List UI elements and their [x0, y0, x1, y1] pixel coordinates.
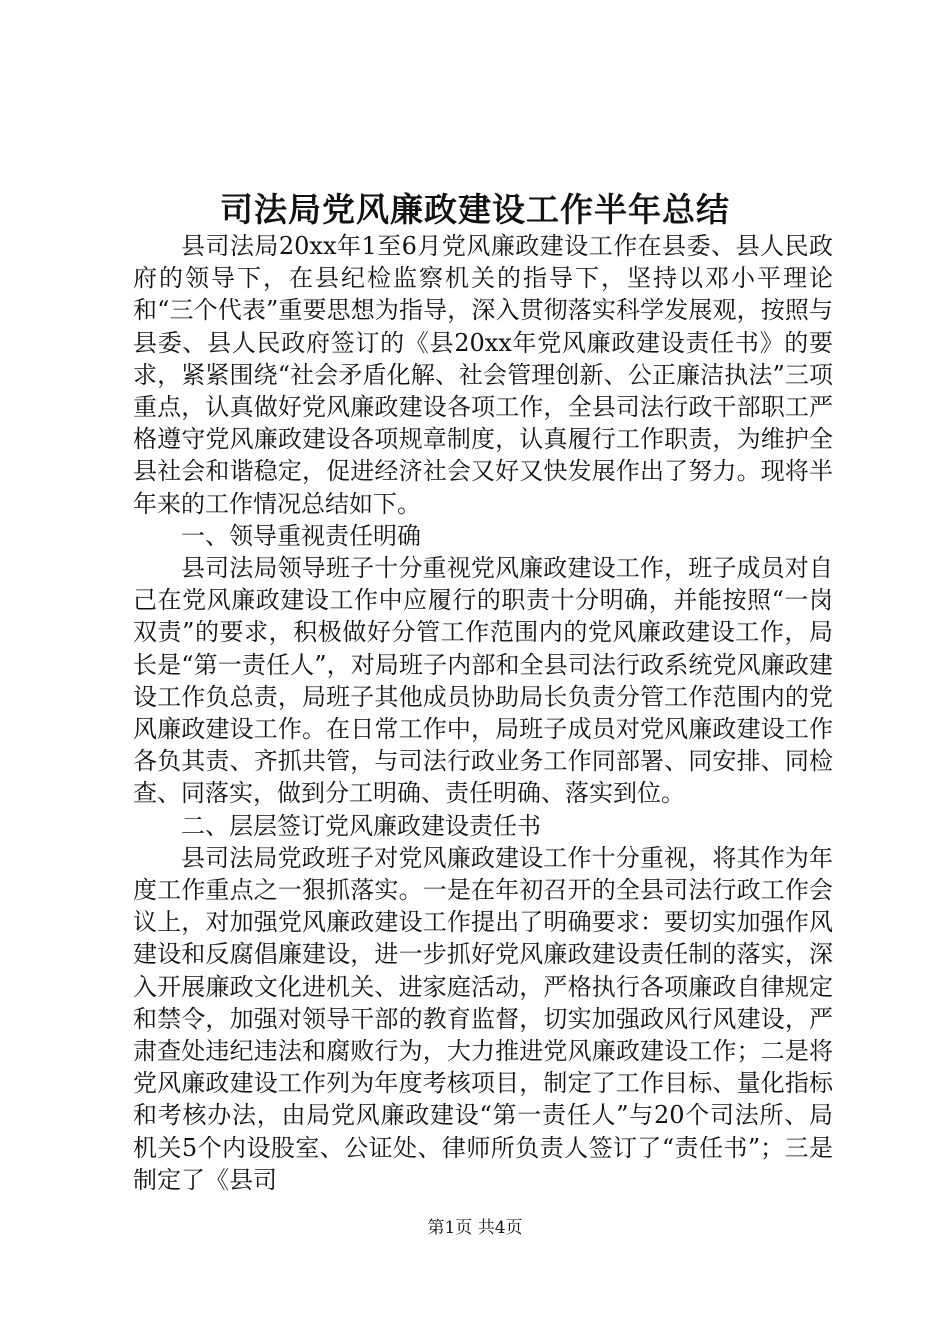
page-number-footer: 第1页 共4页	[427, 1218, 523, 1238]
section-heading-1: 一、领导重视责任明确	[181, 521, 421, 550]
paragraph-section-1: 县司法局领导班子十分重视党风廉政建设工作，班子成员对自己在党风廉政建设工作中应履行的职责十分明确，并能按照“一岗双责”的要求，积极做好分管工作范围内的党风廉政建设工作，局长是“第一责任人”，对局班子内部和全县司法行政系统党风廉政建设工作负总责，局班子其他成员协助局长负责分管工作范围内的党风廉政建设工作。在日常工作中，局班子成员对党风廉政建设工作各负其责、齐抓共管，与司法行政业务工作同部署、同安排、同检查、同落实，做到分工明确、责任明确、落实到位。	[133, 554, 833, 808]
section-heading-2: 二、层层签订党风廉政建设责任书	[181, 811, 541, 840]
paragraph-section-2: 县司法局党政班子对党风廉政建设工作十分重视，将其作为年度工作重点之一狠抓落实。一是在年初召开的全县司法行政工作会议上，对加强党风廉政建设工作提出了明确要求：要切实加强作风建设和反腐倡廉建设，进一步抓好党风廉政建设责任制的落实，深入开展廉政文化进机关、进家庭活动，严格执行各项廉政自律规定和禁令，加强对领导干部的教育监督，切实加强政风行风建设，严肃查处违纪违法和腐败行为，大力推进党风廉政建设工作；二是将党风廉政建设工作列为年度考核项目，制定了工作目标、量化指标和考核办法，由局党风廉政建设“第一责任人”与20个司法所、局机关5个内设股室、公证处、律师所负责人签订了“责任书”；三是制定了《县司	[133, 843, 833, 1194]
paragraph-intro: 县司法局20xx年1至6月党风廉政建设工作在县委、县人民政府的领导下，在县纪检监察机关的指导下，坚持以邓小平理论和“三个代表”重要思想为指导，深入贯彻落实科学发展观，按照与县委、县人民政府签订的《县20xx年党风廉政建设责任书》的要求，紧紧围绕“社会矛盾化解、社会管理创新、公正廉洁执法”三项重点，认真做好党风廉政建设各项工作，全县司法行政干部职工严格遵守党风廉政建设各项规章制度，认真履行工作职责，为维护全县社会和谐稳定，促进经济社会又好又快发展作出了努力。现将半年来的工作情况总结如下。	[133, 232, 833, 518]
document-body	[133, 230, 833, 1196]
document-title: 司法局党风廉政建设工作半年总结	[220, 190, 730, 229]
